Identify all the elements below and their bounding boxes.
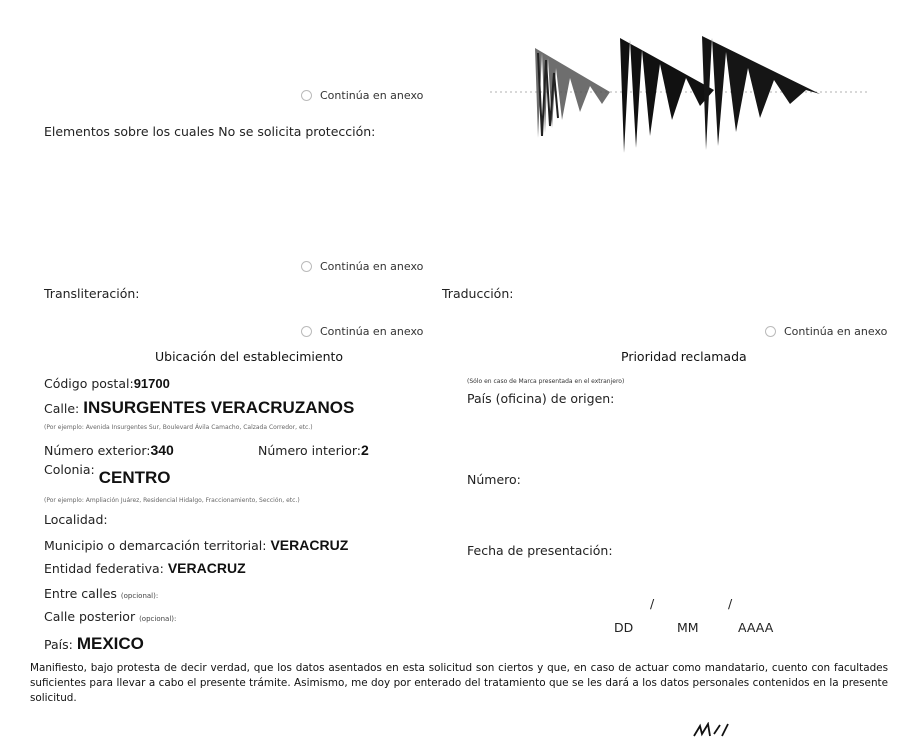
pais-row [44,634,144,654]
radio-circle-icon[interactable] [301,261,312,272]
calle-posterior-row [44,609,176,624]
annex-label: Continúa en anexo [320,325,424,338]
entre-calles-row [44,586,158,601]
traduccion-label: Traducción: [442,286,514,301]
prioridad-title: Prioridad reclamada [621,349,747,364]
codigo-postal-row [44,376,170,391]
sound-wave-mark-image [490,28,870,158]
date-slash-2: / [728,596,733,611]
entre-calles-optional: (opcional): [120,592,159,600]
colonia-value: CENTRO [98,468,171,487]
numero-exterior-row [44,442,174,458]
date-slash-1: / [650,596,655,611]
declaracion-text: Manifiesto, bajo protesta de decir verdad, que los datos asentados en esta solicitud son ciertos y que, en caso de actuar como mandatario, cuento con facultades suficientes para llevar a cabo el presente trámite. Asimismo, me doy por enterado del tratamiento que se les dará a los datos personales contenidos en la presente solicitud. [30,662,888,704]
entidad-value: VERACRUZ [167,560,246,576]
annex-label: Continúa en anexo [320,260,424,273]
annex-option-2[interactable] [301,260,423,273]
municipio-row [44,537,348,553]
colonia-row [44,462,171,487]
numero-label: Número: [467,472,521,487]
annex-label: Continúa en anexo [320,89,424,102]
annex-option-3[interactable] [301,325,423,338]
codigo-postal-label: Código postal: [44,376,134,391]
calle-label: Calle: [44,401,80,416]
date-aaaa-label: AAAA [738,620,774,635]
annex-option-1[interactable] [301,89,423,102]
numero-interior-row [258,442,369,458]
calle-posterior-optional: (opcional): [139,615,177,623]
calle-posterior-label: Calle posterior [44,609,136,624]
colonia-hint: (Por ejemplo: Ampliación Juárez, Residencial Hidalgo, Fraccionamiento, Sección, etc.) [44,497,300,504]
pais-value: MEXICO [76,634,144,653]
annex-option-4[interactable] [765,325,887,338]
codigo-postal-value: 91700 [133,376,170,391]
municipio-label: Municipio o demarcación territorial: [44,538,267,553]
establecimiento-title: Ubicación del establecimiento [155,349,344,364]
elements-no-protection-label: Elementos sobre los cuales No se solicita protección: [44,124,376,139]
colonia-label: Colonia: [44,462,95,477]
calle-value: INSURGENTES VERACRUZANOS [83,398,355,417]
entre-calles-label: Entre calles [44,586,117,601]
date-dd-label: DD [614,620,634,635]
calle-row [44,398,354,418]
signature-mark [692,722,732,738]
calle-hint: (Por ejemplo: Avenida Insurgentes Sur, Boulevard Ávila Camacho, Calzada Corredor, etc.) [44,424,313,431]
radio-circle-icon[interactable] [301,90,312,101]
numero-interior-label: Número interior: [258,443,362,458]
radio-circle-icon[interactable] [765,326,776,337]
numero-exterior-label: Número exterior: [44,443,151,458]
pais-label: País: [44,637,73,652]
date-mm-label: MM [677,620,699,635]
pais-origen-label: País (oficina) de origen: [467,391,615,406]
entidad-row [44,560,246,576]
prioridad-note: (Sólo en caso de Marca presentada en el extranjero) [467,378,625,385]
numero-interior-value: 2 [361,442,369,458]
localidad-label: Localidad: [44,512,108,527]
entidad-label: Entidad federativa: [44,561,164,576]
fecha-presentacion-label: Fecha de presentación: [467,543,613,558]
radio-circle-icon[interactable] [301,326,312,337]
transliteracion-label: Transliteración: [44,286,140,301]
annex-label: Continúa en anexo [784,325,888,338]
municipio-value: VERACRUZ [270,537,349,553]
numero-exterior-value: 340 [150,442,174,458]
